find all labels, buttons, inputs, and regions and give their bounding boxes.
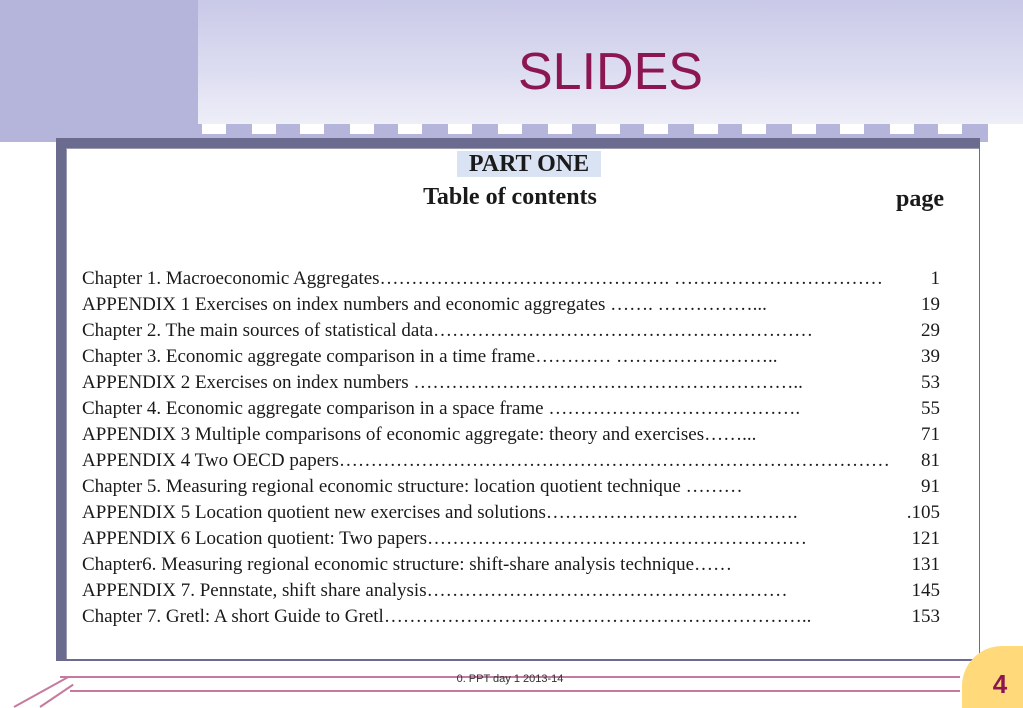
toc-entry-text: Chapter 1. Macroeconomic Aggregates………………………………………. …………………………… [82,268,884,289]
toc-entry-text: Chapter 3. Economic aggregate comparison in a time frame………… …………………….. [82,346,778,367]
toc-entry-text: APPENDIX 2 Exercises on index numbers …………………………………………………….. [82,372,803,393]
toc-entry [82,500,940,526]
toc-entry-page: .105 [906,502,940,523]
toc-entry [82,318,940,344]
header-dash [694,124,718,134]
toc-entry [82,266,940,292]
toc-entry-page: 55 [921,398,940,419]
header-dash [938,124,962,134]
slide-title: SLIDES [518,43,703,101]
header-left-block [0,0,198,142]
header-dash [448,124,472,134]
header-dash [350,124,374,134]
header-dash [548,124,572,134]
toc-entry-page: 53 [921,372,940,393]
toc-entry-page: 121 [911,528,940,549]
toc-entry-text: APPENDIX 4 Two OECD papers…………………………………………………………………………… [82,450,890,471]
header-dash [890,124,914,134]
toc-entry [82,344,940,370]
header-dash [498,124,522,134]
header-dash [742,124,766,134]
page-column-header: page [896,186,944,212]
toc-entry-page: 29 [921,320,940,341]
toc-entry-page: 81 [921,450,940,471]
toc-entry-text: Chapter 2. The main sources of statistical data…………………………………………………… [82,320,814,341]
toc-entry-text: APPENDIX 5 Location quotient new exercises and solutions…………………………………. [82,502,798,523]
header-dash [252,124,276,134]
toc-entry-text: APPENDIX 6 Location quotient: Two papers…………………………………………………… [82,528,808,549]
toc-entry [82,396,940,422]
toc-entry-page: 39 [921,346,940,367]
toc-entry [82,422,940,448]
toc-entry [82,474,940,500]
toc-entry [82,526,940,552]
toc-list [82,266,940,630]
header-dash [300,124,324,134]
part-title: PART ONE [457,151,601,177]
footer-rule-lower [70,690,960,692]
header-dash [792,124,816,134]
toc-entry-page: 1 [930,268,940,289]
header-dash [202,124,226,134]
toc-entry-page: 153 [911,606,940,627]
page-number: 4 [992,669,1008,699]
toc-entry-page: 19 [921,294,940,315]
toc-entry-text: APPENDIX 3 Multiple comparisons of economic aggregate: theory and exercises……... [82,424,757,445]
header-dash [840,124,864,134]
footer-text: 0. PPT day 1 2013-14 [456,673,564,685]
header-dash [644,124,668,134]
toc-entry-text: Chapter 7. Gretl: A short Guide to Gretl………………………………………………………….. [82,606,812,627]
toc-entry-page: 71 [921,424,940,445]
toc-entry-text: Chapter 4. Economic aggregate comparison in a space frame …………………………………. [82,398,801,419]
toc-entry [82,578,940,604]
toc-title: Table of contents [423,184,597,210]
toc-entry-text: APPENDIX 7. Pennstate, shift share analysis………………………………………………… [82,580,788,601]
toc-entry-page: 131 [911,554,940,575]
header-dash [398,124,422,134]
toc-entry [82,292,940,318]
toc-entry [82,448,940,474]
toc-entry-text: Chapter6. Measuring regional economic structure: shift-share analysis technique…… [82,554,733,575]
toc-entry-text: Chapter 5. Measuring regional economic structure: location quotient technique ……… [82,476,743,497]
toc-entry [82,370,940,396]
header-end-block [988,124,1023,142]
header-dash [596,124,620,134]
toc-entry [82,604,940,630]
toc-entry [82,552,940,578]
toc-entry-page: 145 [911,580,940,601]
toc-entry-text: APPENDIX 1 Exercises on index numbers and economic aggregates ……. ……………... [82,294,767,315]
toc-entry-page: 91 [921,476,940,497]
